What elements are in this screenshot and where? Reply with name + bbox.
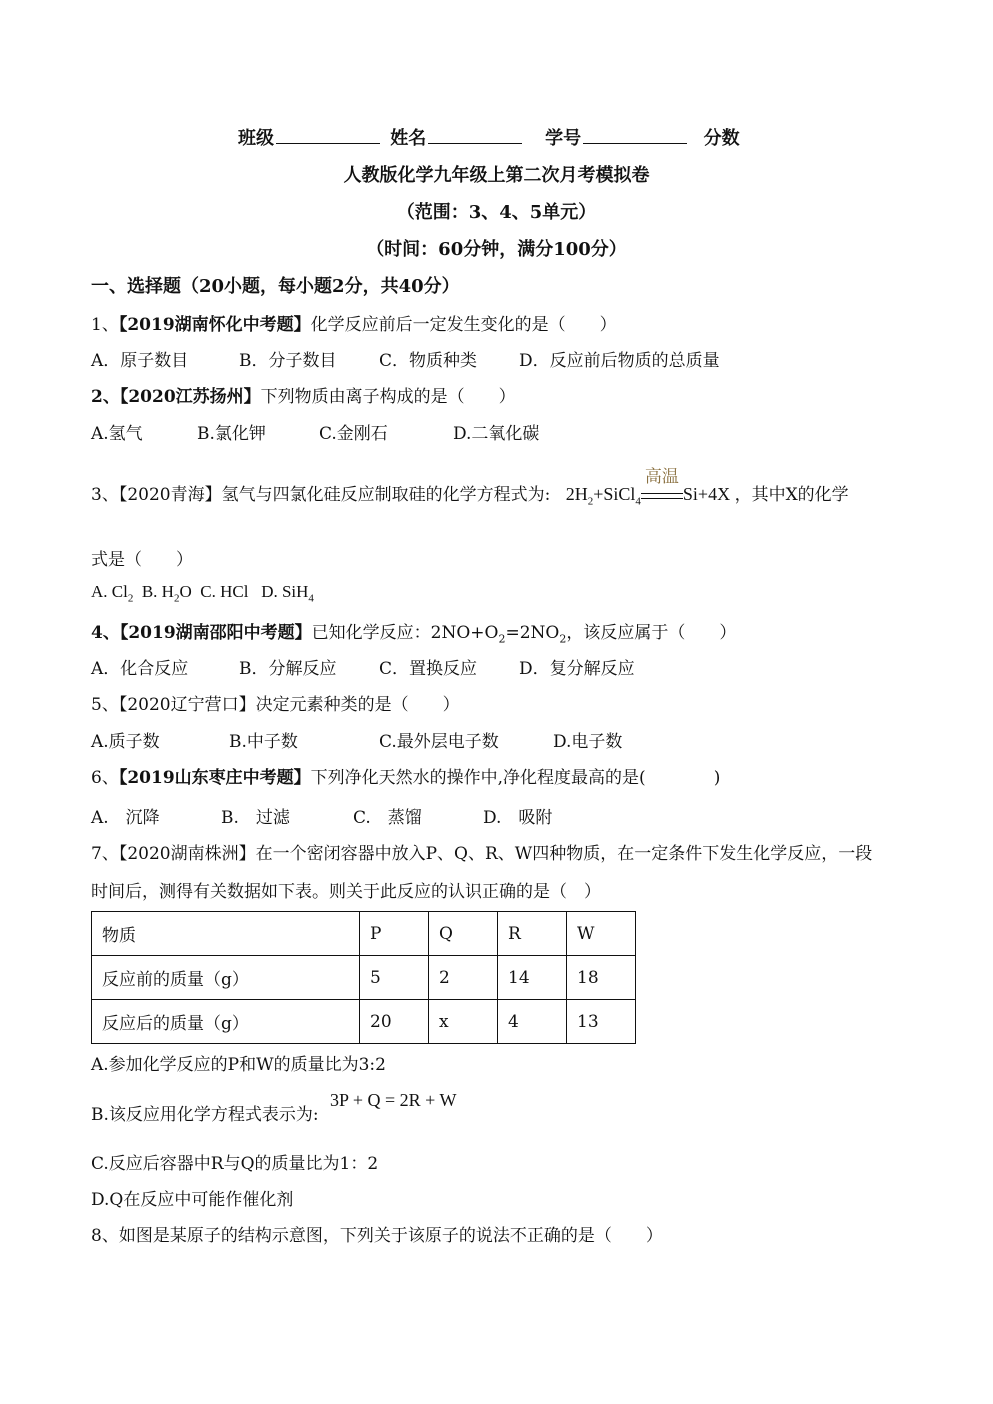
q6-option-a[interactable]: A. 沉降 xyxy=(91,808,160,828)
q7-option-c[interactable]: C.反应后容器中R与Q的质量比为1：2 xyxy=(91,1154,379,1174)
q4-text-mid: =2NO xyxy=(505,623,560,643)
eq-condition xyxy=(641,467,683,505)
q7-text2: 时间后，测得有关数据如下表。则关于此反应的认识正确的是（ ） xyxy=(91,882,601,902)
q5-option-b[interactable]: B.中子数 xyxy=(229,732,298,752)
table-header-cell: 物质 xyxy=(92,912,360,956)
table-header-cell: R xyxy=(498,912,567,956)
q4-source: 【2019湖南邵阳中考题】 xyxy=(119,623,312,643)
q4-option-c[interactable]: C．置换反应 xyxy=(379,659,478,679)
exam-title: 人教版化学九年级上第二次月考模拟卷 xyxy=(343,165,650,186)
q4-option-b[interactable]: B．分解反应 xyxy=(239,659,337,679)
q5-text: 决定元素种类的是（ ） xyxy=(255,695,460,715)
table-cell: 14 xyxy=(498,956,567,1000)
q4-sub1: 2 xyxy=(498,632,506,646)
eq-right: Si+4X xyxy=(682,484,731,504)
q3-option-a-sub: 2 xyxy=(127,592,134,605)
q7-option-b-equation: 3P + Q = 2R + W xyxy=(330,1090,457,1110)
q2-option-c[interactable]: C.金刚石 xyxy=(319,424,388,444)
name-blank[interactable] xyxy=(428,125,522,144)
question-8: 8、如图是某原子的结构示意图，下列关于该原子的说法不正确的是（ ） xyxy=(91,1226,663,1246)
q3-option-d-sub: 4 xyxy=(308,592,314,605)
q6-options xyxy=(91,803,552,828)
q2-number: 2、 xyxy=(91,387,120,407)
question-7-line1 xyxy=(91,839,872,864)
table-header-row xyxy=(92,912,636,956)
class-blank[interactable] xyxy=(276,125,380,144)
q1-number: 1、 xyxy=(91,315,119,335)
score-label: 分数 xyxy=(703,128,740,149)
table-row xyxy=(92,956,636,1000)
q5-option-d[interactable]: D.电子数 xyxy=(553,732,623,752)
table-row xyxy=(92,1000,636,1044)
table-cell: 4 xyxy=(498,1000,567,1044)
q4-number: 4、 xyxy=(91,623,120,643)
q1-option-a[interactable]: A．原子数目 xyxy=(91,351,189,371)
table-cell: 18 xyxy=(567,956,636,1000)
q3-option-a[interactable] xyxy=(91,582,134,605)
q5-source: 【2020辽宁营口】 xyxy=(118,695,256,715)
q6-option-c[interactable]: C. 蒸馏 xyxy=(353,808,422,828)
q4-options xyxy=(91,654,635,679)
q2-text: 下列物质由离子构成的是（ ） xyxy=(260,387,516,407)
q3-source: 【2020青海】 xyxy=(118,485,222,505)
table-cell: 20 xyxy=(360,1000,429,1044)
question-6 xyxy=(91,763,720,788)
question-1 xyxy=(91,310,617,335)
q7-text1: 在一个密闭容器中放入P、Q、R、W四种物质，在一定条件下发生化学反应，一段 xyxy=(255,844,873,864)
q3-option-d[interactable] xyxy=(261,582,314,605)
q3-option-b-text: B. H xyxy=(141,582,174,601)
q4-sub2: 2 xyxy=(559,632,567,646)
table-cell: 13 xyxy=(567,1000,636,1044)
q3-options xyxy=(91,582,314,604)
table-header-cell: P xyxy=(360,912,429,956)
id-blank[interactable] xyxy=(583,125,687,144)
q4-text-post: ，该反应属于（ ） xyxy=(566,623,737,643)
q2-option-a[interactable]: A.氢气 xyxy=(91,424,143,444)
eq-equal-sign xyxy=(641,493,683,499)
table-cell: 5 xyxy=(360,956,429,1000)
q1-source: 【2019湖南怀化中考题】 xyxy=(118,315,311,335)
question-2 xyxy=(91,382,516,407)
eq-mid: +SiCl xyxy=(593,484,636,504)
q7-option-d[interactable]: D.Q在反应中可能作催化剂 xyxy=(91,1190,294,1210)
student-info-line xyxy=(238,124,740,150)
eq-sub2: 4 xyxy=(635,495,641,508)
q6-number: 6、 xyxy=(91,768,119,788)
exam-scope: （范围：3、4、5单元） xyxy=(396,202,597,223)
table-cell: 2 xyxy=(429,956,498,1000)
q3-text: 氢气与四氯化硅反应制取硅的化学方程式为: xyxy=(221,485,551,505)
q1-option-c[interactable]: C．物质种类 xyxy=(379,351,478,371)
q2-source: 【2020江苏扬州】 xyxy=(119,387,261,407)
q4-option-a[interactable]: A．化合反应 xyxy=(91,659,189,679)
q7-option-b-text: B.该反应用化学方程式表示为: xyxy=(91,1105,319,1125)
q6-option-b[interactable]: B. 过滤 xyxy=(221,808,290,828)
q4-option-d[interactable]: D．复分解反应 xyxy=(519,659,635,679)
q7-number: 7、 xyxy=(91,844,119,864)
q5-number: 5、 xyxy=(91,695,119,715)
section-heading: 一、选择题（20小题，每小题2分，共40分） xyxy=(91,276,460,297)
exam-time: （时间：60分钟，满分100分） xyxy=(366,239,627,260)
table-header-cell: W xyxy=(567,912,636,956)
q1-options xyxy=(91,346,720,371)
q7-source: 【2020湖南株洲】 xyxy=(118,844,256,864)
q7-data-table xyxy=(91,911,636,1044)
table-header-cell: Q xyxy=(429,912,498,956)
q6-source: 【2019山东枣庄中考题】 xyxy=(118,768,311,788)
q6-text: 下列净化天然水的操作中,净化程度最高的是( ) xyxy=(310,768,721,788)
table-cell: 反应后的质量（g） xyxy=(92,1000,360,1044)
eq-left: 2H xyxy=(565,484,588,504)
q6-option-d[interactable]: D. 吸附 xyxy=(483,808,553,828)
q7-option-b[interactable] xyxy=(91,1090,457,1125)
q3-equation xyxy=(565,467,735,508)
q3-number: 3、 xyxy=(91,485,119,505)
q3-option-b-end: O xyxy=(179,582,192,601)
q5-option-c[interactable]: C.最外层电子数 xyxy=(379,732,499,752)
q2-options xyxy=(91,419,539,444)
table-cell: 反应前的质量（g） xyxy=(92,956,360,1000)
q5-option-a[interactable]: A.质子数 xyxy=(91,732,160,752)
eq-sub1: 2 xyxy=(587,495,594,508)
question-5 xyxy=(91,690,460,715)
q3-option-a-text: A. Cl xyxy=(91,582,128,601)
q2-option-b[interactable]: B.氯化钾 xyxy=(197,424,266,444)
q1-option-d[interactable]: D．反应前后物质的总质量 xyxy=(519,351,720,371)
q1-text: 化学反应前后一定发生变化的是（ ） xyxy=(310,315,617,335)
table-cell: x xyxy=(429,1000,498,1044)
question-4 xyxy=(91,618,736,645)
id-label: 学号 xyxy=(545,128,582,149)
q4-text-pre: 已知化学反应：2NO+O xyxy=(311,623,499,643)
name-label: 姓名 xyxy=(390,128,427,149)
q3-option-b[interactable] xyxy=(141,582,192,605)
q3-option-b-sub: 2 xyxy=(173,592,180,605)
q2-option-d[interactable]: D.二氧化碳 xyxy=(453,424,540,444)
q7-option-a[interactable]: A.参加化学反应的P和W的质量比为3:2 xyxy=(91,1055,386,1075)
q5-options xyxy=(91,727,622,752)
q3-text-continued: 式是（ ） xyxy=(91,550,193,570)
q3-option-d-text: D. SiH xyxy=(261,582,309,601)
q1-option-b[interactable]: B．分子数目 xyxy=(239,351,337,371)
q3-text-after: ，其中X的化学 xyxy=(734,485,849,505)
eq-condition-label: 高温 xyxy=(644,467,679,487)
q3-option-c[interactable]: C. HCl xyxy=(200,582,249,601)
class-label: 班级 xyxy=(238,128,274,149)
question-3 xyxy=(91,467,849,508)
